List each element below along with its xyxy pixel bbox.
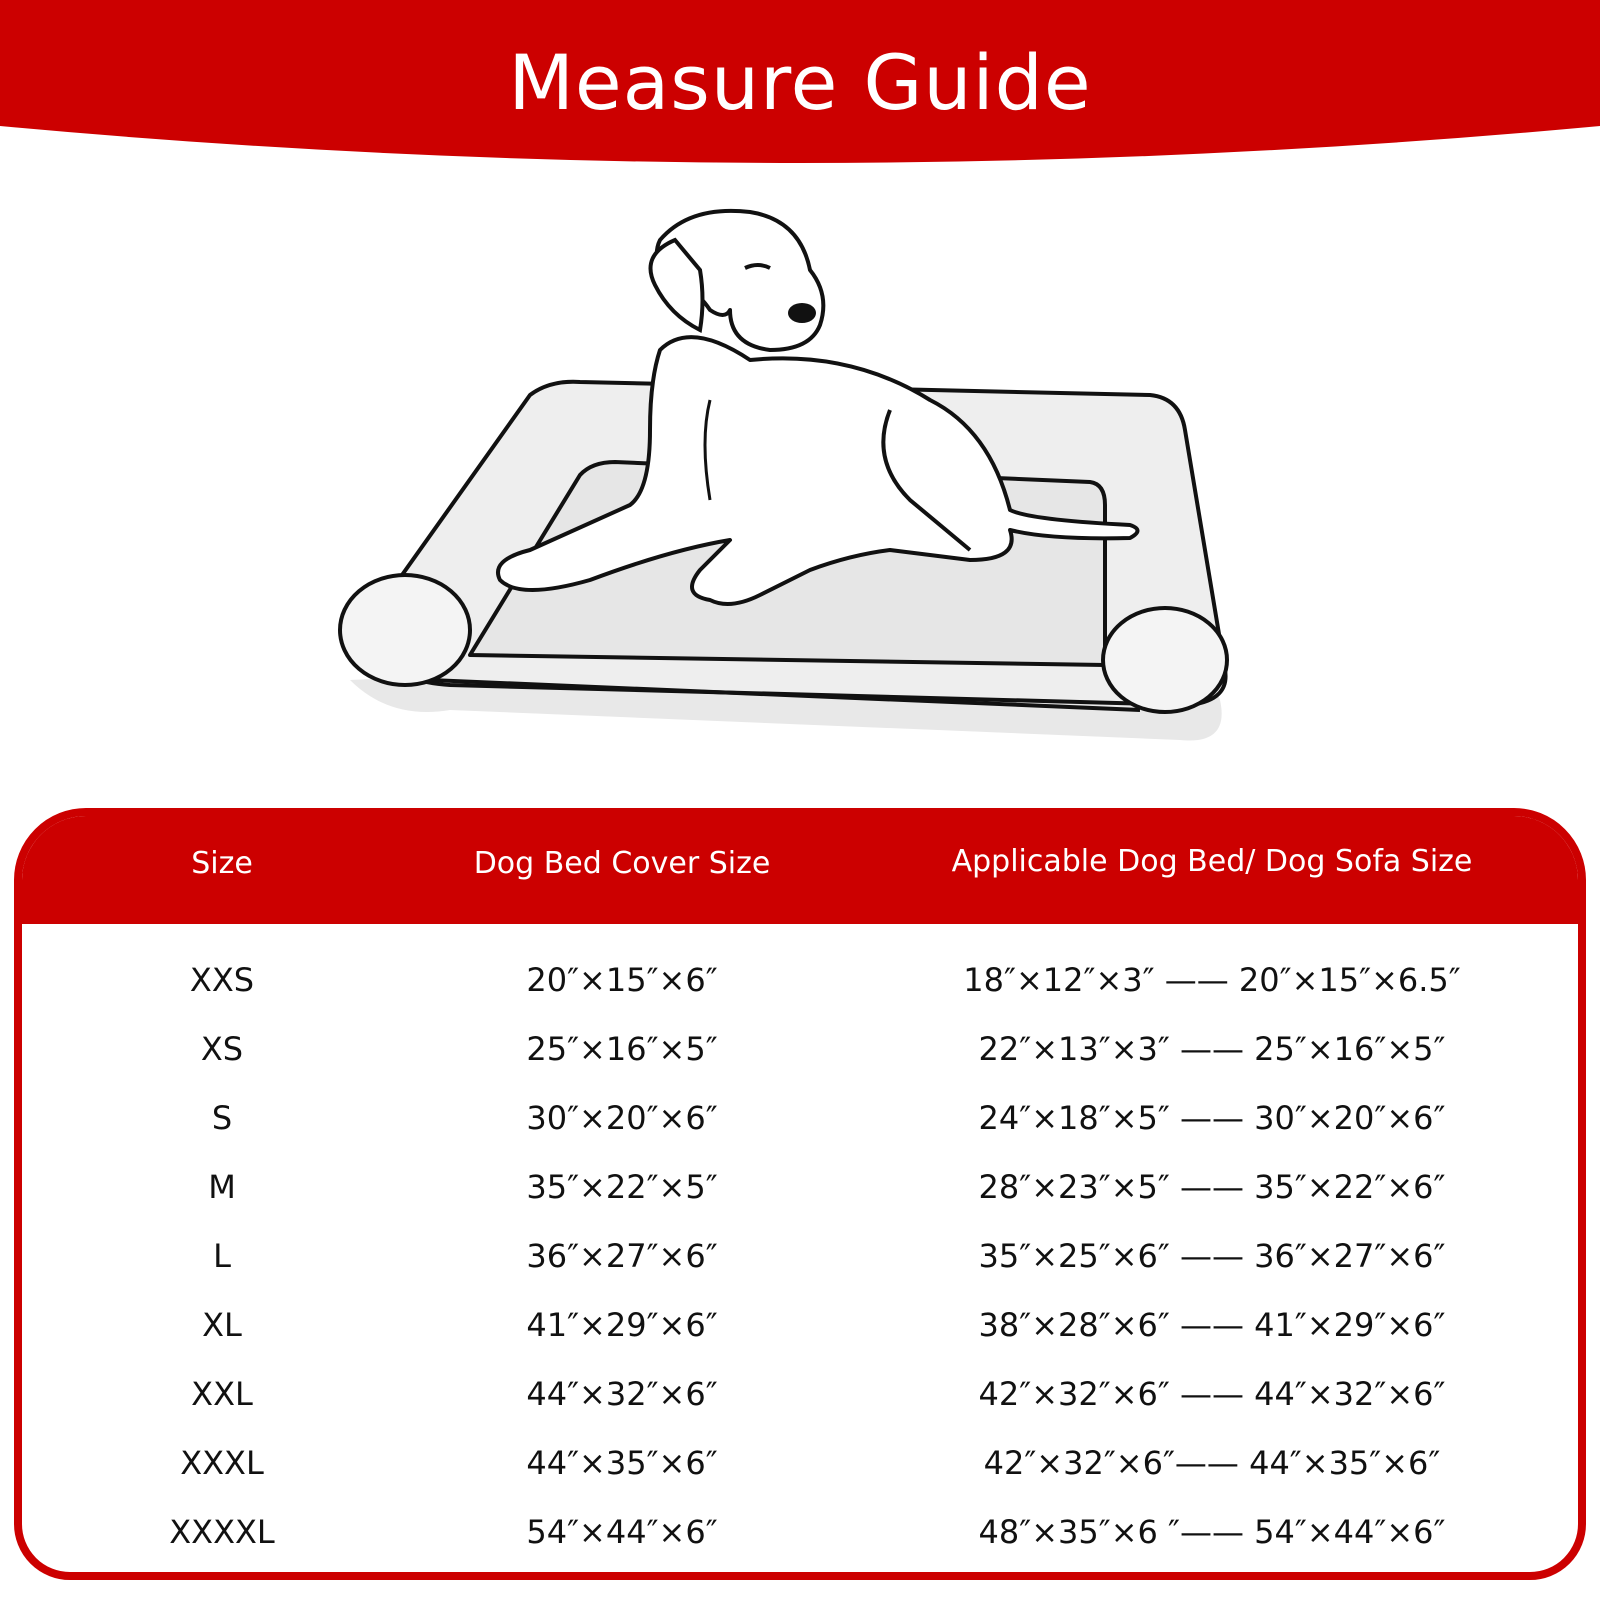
size-cell: XS (200, 1030, 244, 1068)
dog-on-bolster-bed-illustration (330, 200, 1270, 760)
size-cell: XL (202, 1306, 242, 1344)
applicable-size-cell: 42″×32″×6″ —— 44″×32″×6″ (978, 1375, 1446, 1413)
table-row (22, 1363, 1578, 1432)
applicable-size-cell: 42″×32″×6″—— 44″×35″×6″ (983, 1444, 1441, 1482)
size-cell: S (211, 1099, 233, 1137)
applicable-size-cell: 22″×13″×3″ —— 25″×16″×5″ (978, 1030, 1446, 1068)
applicable-size-cell: 35″×25″×6″ —— 36″×27″×6″ (978, 1237, 1446, 1275)
table-row (22, 1294, 1578, 1363)
cover-size-cell: 30″×20″×6″ (526, 1099, 718, 1137)
applicable-size-cell: 18″×12″×3″ —— 20″×15″×6.5″ (963, 961, 1461, 999)
page-title: Measure Guide (508, 38, 1092, 127)
column-header-cover-size: Dog Bed Cover Size (473, 846, 771, 881)
header-banner (0, 0, 1600, 170)
size-cell: M (208, 1168, 236, 1206)
cover-size-cell: 44″×35″×6″ (526, 1444, 718, 1482)
cover-size-cell: 20″×15″×6″ (526, 961, 718, 999)
cover-size-cell: 54″×44″×6″ (526, 1513, 718, 1551)
size-cell: XXXXL (169, 1513, 275, 1551)
column-header-size: Size (191, 846, 253, 881)
size-cell: XXXL (180, 1444, 264, 1482)
applicable-size-cell: 28″×23″×5″ —— 35″×22″×6″ (978, 1168, 1446, 1206)
table-row (22, 949, 1578, 1018)
applicable-size-cell: 38″×28″×6″ —— 41″×29″×6″ (978, 1306, 1446, 1344)
table-row (22, 1156, 1578, 1225)
size-cell: L (213, 1237, 231, 1275)
table-body (22, 924, 1578, 1570)
table-row (22, 1018, 1578, 1087)
table-header (22, 816, 1578, 924)
size-cell: XXS (189, 961, 255, 999)
cover-size-cell: 36″×27″×6″ (526, 1237, 718, 1275)
size-cell: XXL (191, 1375, 253, 1413)
table-row (22, 1432, 1578, 1501)
column-header-applicable-size: Applicable Dog Bed/ Dog Sofa Size (951, 844, 1473, 879)
cover-size-cell: 35″×22″×5″ (526, 1168, 718, 1206)
applicable-size-cell: 48″×35″×6 ″—— 54″×44″×6″ (978, 1513, 1446, 1551)
table-row (22, 1225, 1578, 1294)
table-row (22, 1501, 1578, 1570)
cover-size-cell: 41″×29″×6″ (526, 1306, 718, 1344)
cover-size-cell: 44″×32″×6″ (526, 1375, 718, 1413)
applicable-size-cell: 24″×18″×5″ —— 30″×20″×6″ (978, 1099, 1446, 1137)
table-row (22, 1087, 1578, 1156)
size-table (14, 808, 1586, 1580)
cover-size-cell: 25″×16″×5″ (526, 1030, 718, 1068)
